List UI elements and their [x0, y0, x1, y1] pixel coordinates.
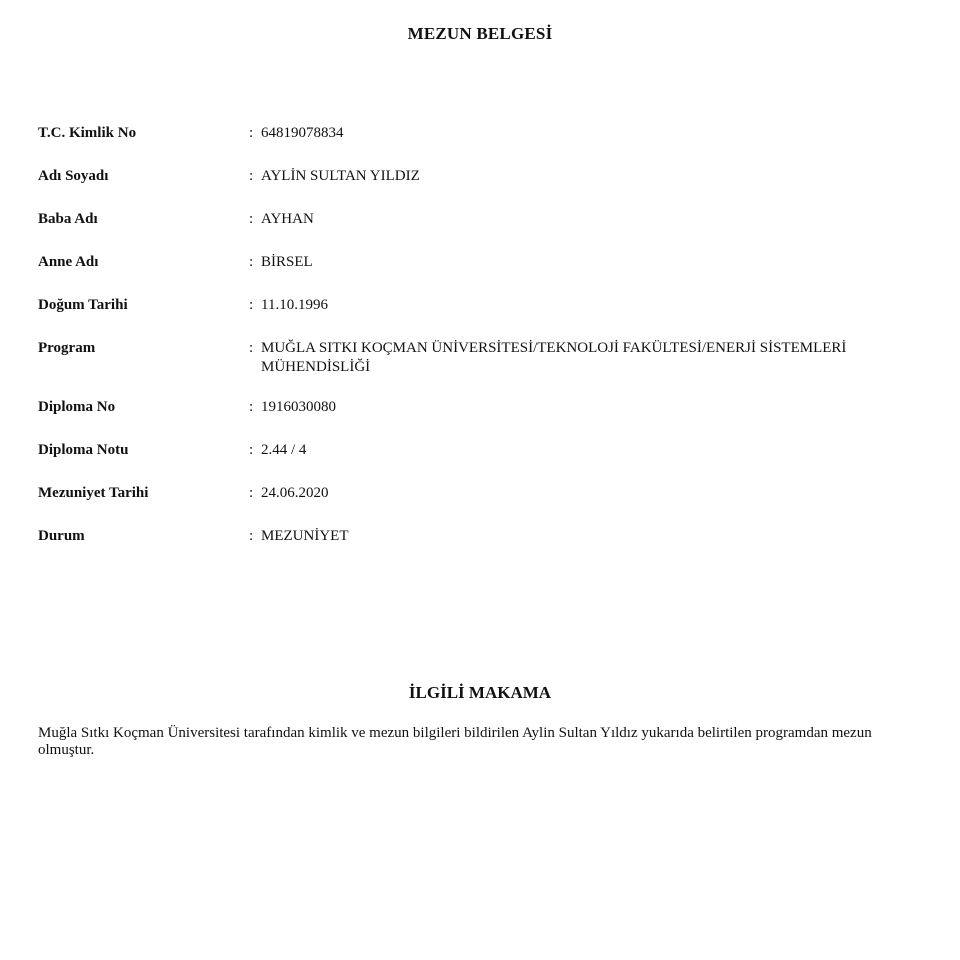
graduate-info-fields	[38, 124, 918, 570]
field-label: Durum	[38, 528, 85, 544]
field-row-baba-adi	[38, 210, 918, 253]
field-colon: :	[249, 125, 254, 141]
field-row-tc-kimlik-no	[38, 124, 918, 167]
notice-heading: İLGİLİ MAKAMA	[408, 683, 552, 702]
field-row-adi-soyadi	[38, 167, 918, 210]
field-colon: :	[249, 399, 254, 415]
field-value: AYHAN	[261, 211, 314, 227]
field-label: Program	[38, 340, 96, 356]
field-value: MEZUNİYET	[261, 528, 349, 544]
field-value: 64819078834	[261, 125, 344, 141]
field-label: Anne Adı	[38, 254, 99, 270]
field-label: Doğum Tarihi	[38, 297, 128, 313]
notice-body: Muğla Sıtkı Koçman Üniversitesi tarafından kimlik ve mezun bilgileri bildirilen Aylin Sultan Yıldız yukarıda belirtilen programdan mezun olmuştur.	[38, 725, 872, 758]
field-label: Diploma Notu	[38, 442, 129, 458]
field-value: 11.10.1996	[261, 297, 328, 313]
field-colon: :	[249, 254, 254, 270]
field-row-diploma-notu	[38, 441, 918, 484]
field-value: AYLİN SULTAN YILDIZ	[261, 168, 420, 184]
document-title: MEZUN BELGESİ	[407, 24, 553, 43]
field-row-mezuniyet-tarihi	[38, 484, 918, 527]
field-label: Mezuniyet Tarihi	[38, 485, 149, 501]
field-row-durum	[38, 527, 918, 570]
field-label: Adı Soyadı	[38, 168, 109, 184]
field-row-diploma-no	[38, 398, 918, 441]
field-value: 1916030080	[261, 399, 336, 415]
field-colon: :	[249, 442, 254, 458]
field-value: 24.06.2020	[261, 485, 329, 501]
field-colon: :	[249, 168, 254, 184]
field-colon: :	[249, 297, 254, 313]
field-label: T.C. Kimlik No	[38, 125, 137, 141]
field-colon: :	[249, 528, 254, 544]
field-value: MUĞLA SITKI KOÇMAN ÜNİVERSİTESİ/TEKNOLOJİ FAKÜLTESİ/ENERJİ SİSTEMLERİ MÜHENDİSLİĞİ	[261, 340, 847, 375]
field-colon: :	[249, 340, 254, 356]
field-colon: :	[249, 211, 254, 227]
field-value: 2.44 / 4	[261, 442, 307, 458]
field-row-dogum-tarihi	[38, 296, 918, 339]
field-value: BİRSEL	[261, 254, 313, 270]
field-label: Baba Adı	[38, 211, 98, 227]
field-row-anne-adi	[38, 253, 918, 296]
field-colon: :	[249, 485, 254, 501]
field-label: Diploma No	[38, 399, 116, 415]
field-row-program	[38, 339, 918, 398]
